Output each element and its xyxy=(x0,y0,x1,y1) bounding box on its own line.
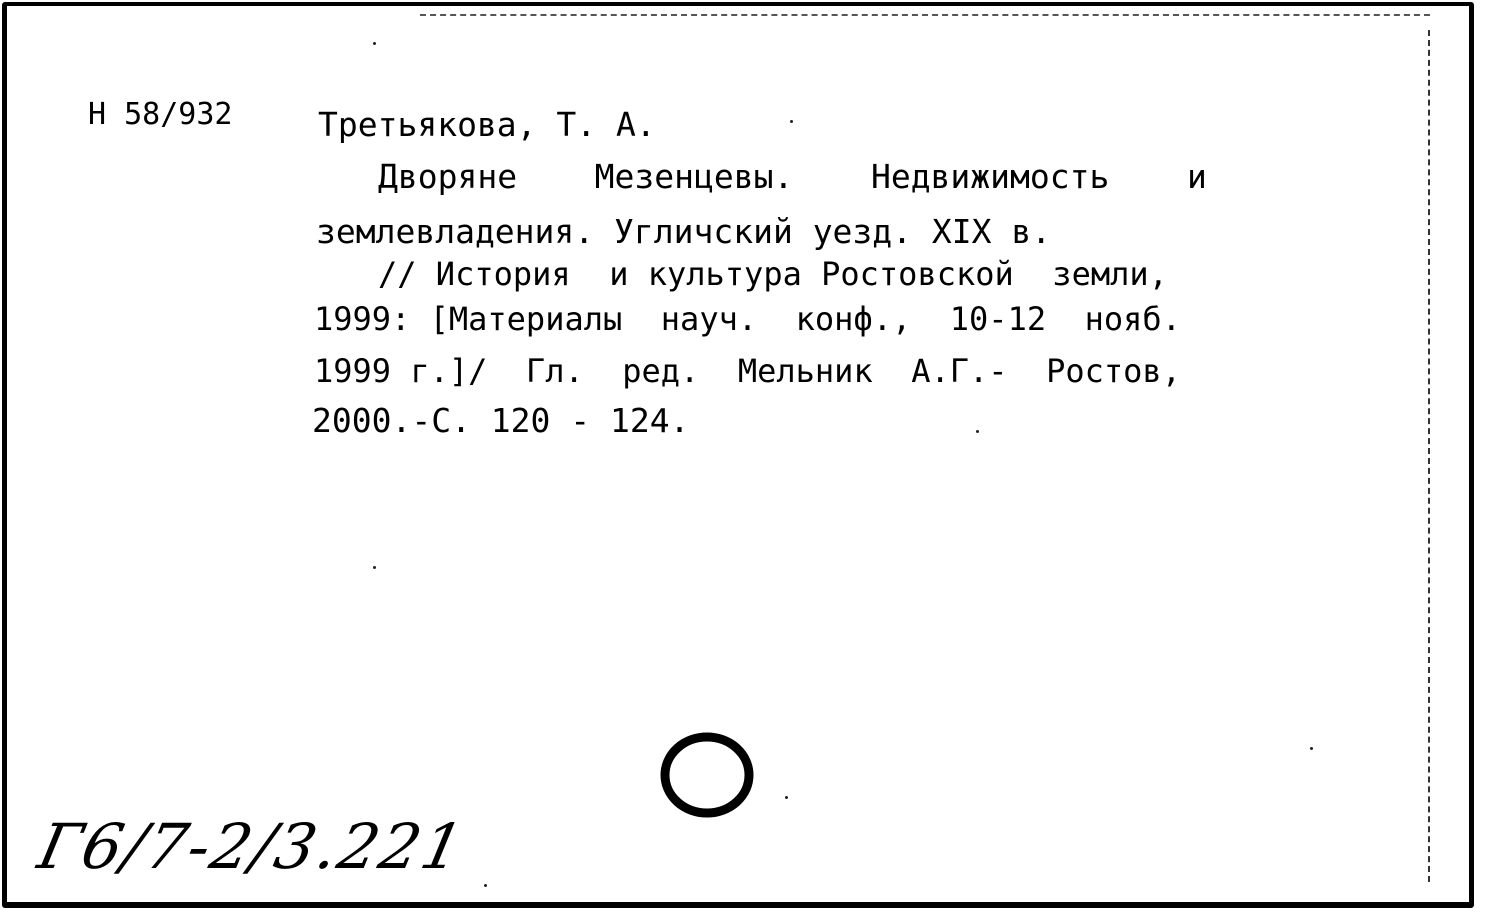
author-heading: Третьякова, Т. А. xyxy=(318,105,656,144)
punch-hole-icon xyxy=(657,730,757,822)
speck xyxy=(484,884,487,887)
description-line-1: Дворяне Мезенцевы. Недвижимость и xyxy=(378,157,1207,196)
top-dashed-rule xyxy=(420,14,1430,16)
description-line-6: 2000.-С. 120 - 124. xyxy=(312,401,690,440)
description-line-3: // История и культура Ростовской земли, xyxy=(378,255,1168,293)
speck xyxy=(373,42,376,45)
speck xyxy=(785,796,788,799)
speck xyxy=(1310,747,1313,750)
description-line-4: 1999: [Материалы науч. конф., 10-12 нояб. xyxy=(314,300,1181,338)
shelfmark: Н 58/932 xyxy=(88,97,233,132)
description-line-2: землевладения. Угличский уезд. XIX в. xyxy=(316,212,1052,251)
handwritten-call-number: Г6/7-2/3.221 xyxy=(32,810,472,883)
speck xyxy=(790,120,793,123)
speck xyxy=(976,430,979,433)
speck xyxy=(373,566,376,569)
right-dashed-rule xyxy=(1428,30,1430,882)
description-line-5: 1999 г.]/ Гл. ред. Мельник А.Г.- Ростов, xyxy=(314,352,1181,390)
